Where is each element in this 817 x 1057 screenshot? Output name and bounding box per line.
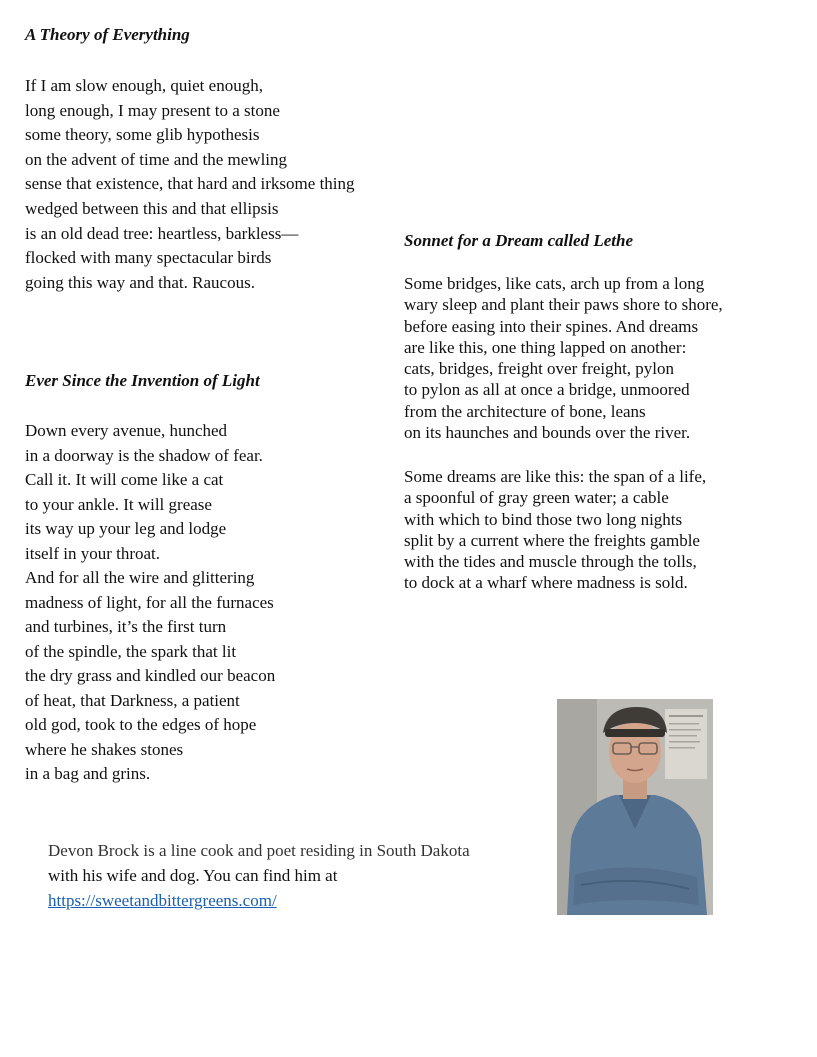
poem-stanza (404, 273, 723, 443)
author-bio (48, 838, 470, 913)
poem-line: long enough, I may present to a stone (25, 100, 280, 120)
poem-line: going this way and that. Raucous. (25, 272, 255, 292)
bio-line: Devon Brock is a line cook and poet residing in South Dakota (48, 841, 470, 860)
author-photo (557, 699, 713, 915)
poem-title: A Theory of Everything (25, 25, 190, 44)
poem-line: If I am slow enough, quiet enough, (25, 76, 263, 95)
poem-line: its way up your leg and lodge (25, 519, 227, 538)
poem-line: to pylon as all at once a bridge, unmoored (404, 380, 690, 400)
poem-title: Sonnet for a Dream called Lethe (404, 231, 634, 250)
poem-line: cats, bridges, freight over freight, pylon (404, 359, 675, 379)
poem-body (25, 74, 355, 295)
poem-line: of the spindle, the spark that lit (25, 641, 237, 661)
poem-line: Some dreams are like this: the span of a life, (404, 467, 707, 486)
poem-line: and turbines, it’s the first turn (25, 617, 227, 636)
poem-line: on its haunches and bounds over the river. (404, 423, 691, 443)
poem-line: to dock at a wharf where madness is sold. (404, 573, 688, 593)
poem-line: wary sleep and plant their paws shore to shore, (404, 295, 723, 315)
poem-line: And for all the wire and glittering (25, 568, 255, 587)
poem-line: madness of light, for all the furnaces (25, 592, 274, 612)
poem-title: Ever Since the Invention of Light (25, 371, 260, 390)
poem-line: are like this, one thing lapped on another: (404, 337, 687, 357)
poem-line: from the architecture of bone, leans (404, 401, 646, 421)
poem-line: some theory, some glib hypothesis (25, 125, 260, 145)
poem-line: on the advent of time and the mewling (25, 149, 288, 169)
poem-line: is an old dead tree: heartless, barkless— (25, 223, 299, 243)
poem-line: a spoonful of gray green water; a cable (404, 488, 669, 508)
poem-line: with which to bind those two long nights (404, 509, 683, 529)
poem-body (25, 419, 275, 787)
poem-line: before easing into their spines. And dreams (404, 316, 699, 336)
poem-line: where he shakes stones (25, 739, 184, 759)
poem-line: sense that existence, that hard and irksome thing (25, 174, 355, 194)
poem-line: split by a current where the freights gamble (404, 530, 700, 550)
poem-line: in a doorway is the shadow of fear. (25, 445, 263, 465)
poem-line: in a bag and grins. (25, 764, 151, 783)
poem-stanza (404, 466, 706, 594)
poem-line: Call it. It will come like a cat (25, 470, 224, 489)
bio-line: with his wife and dog. You can find him at (48, 866, 338, 885)
poem-line: old god, took to the edges of hope (25, 715, 257, 734)
poem-line: Some bridges, like cats, arch up from a long (404, 274, 705, 293)
poem-line: with the tides and muscle through the tolls, (404, 552, 697, 572)
poem-line: flocked with many spectacular birds (25, 248, 272, 268)
poem-line: the dry grass and kindled our beacon (25, 666, 276, 685)
author-website-link[interactable]: https://sweetandbittergreens.com/ (48, 891, 277, 910)
poem-line: to your ankle. It will grease (25, 494, 212, 514)
poem-line: itself in your throat. (25, 543, 161, 563)
poem-line: of heat, that Darkness, a patient (25, 690, 240, 710)
poem-line: Down every avenue, hunched (25, 421, 228, 440)
poem-line: wedged between this and that ellipsis (25, 198, 279, 218)
